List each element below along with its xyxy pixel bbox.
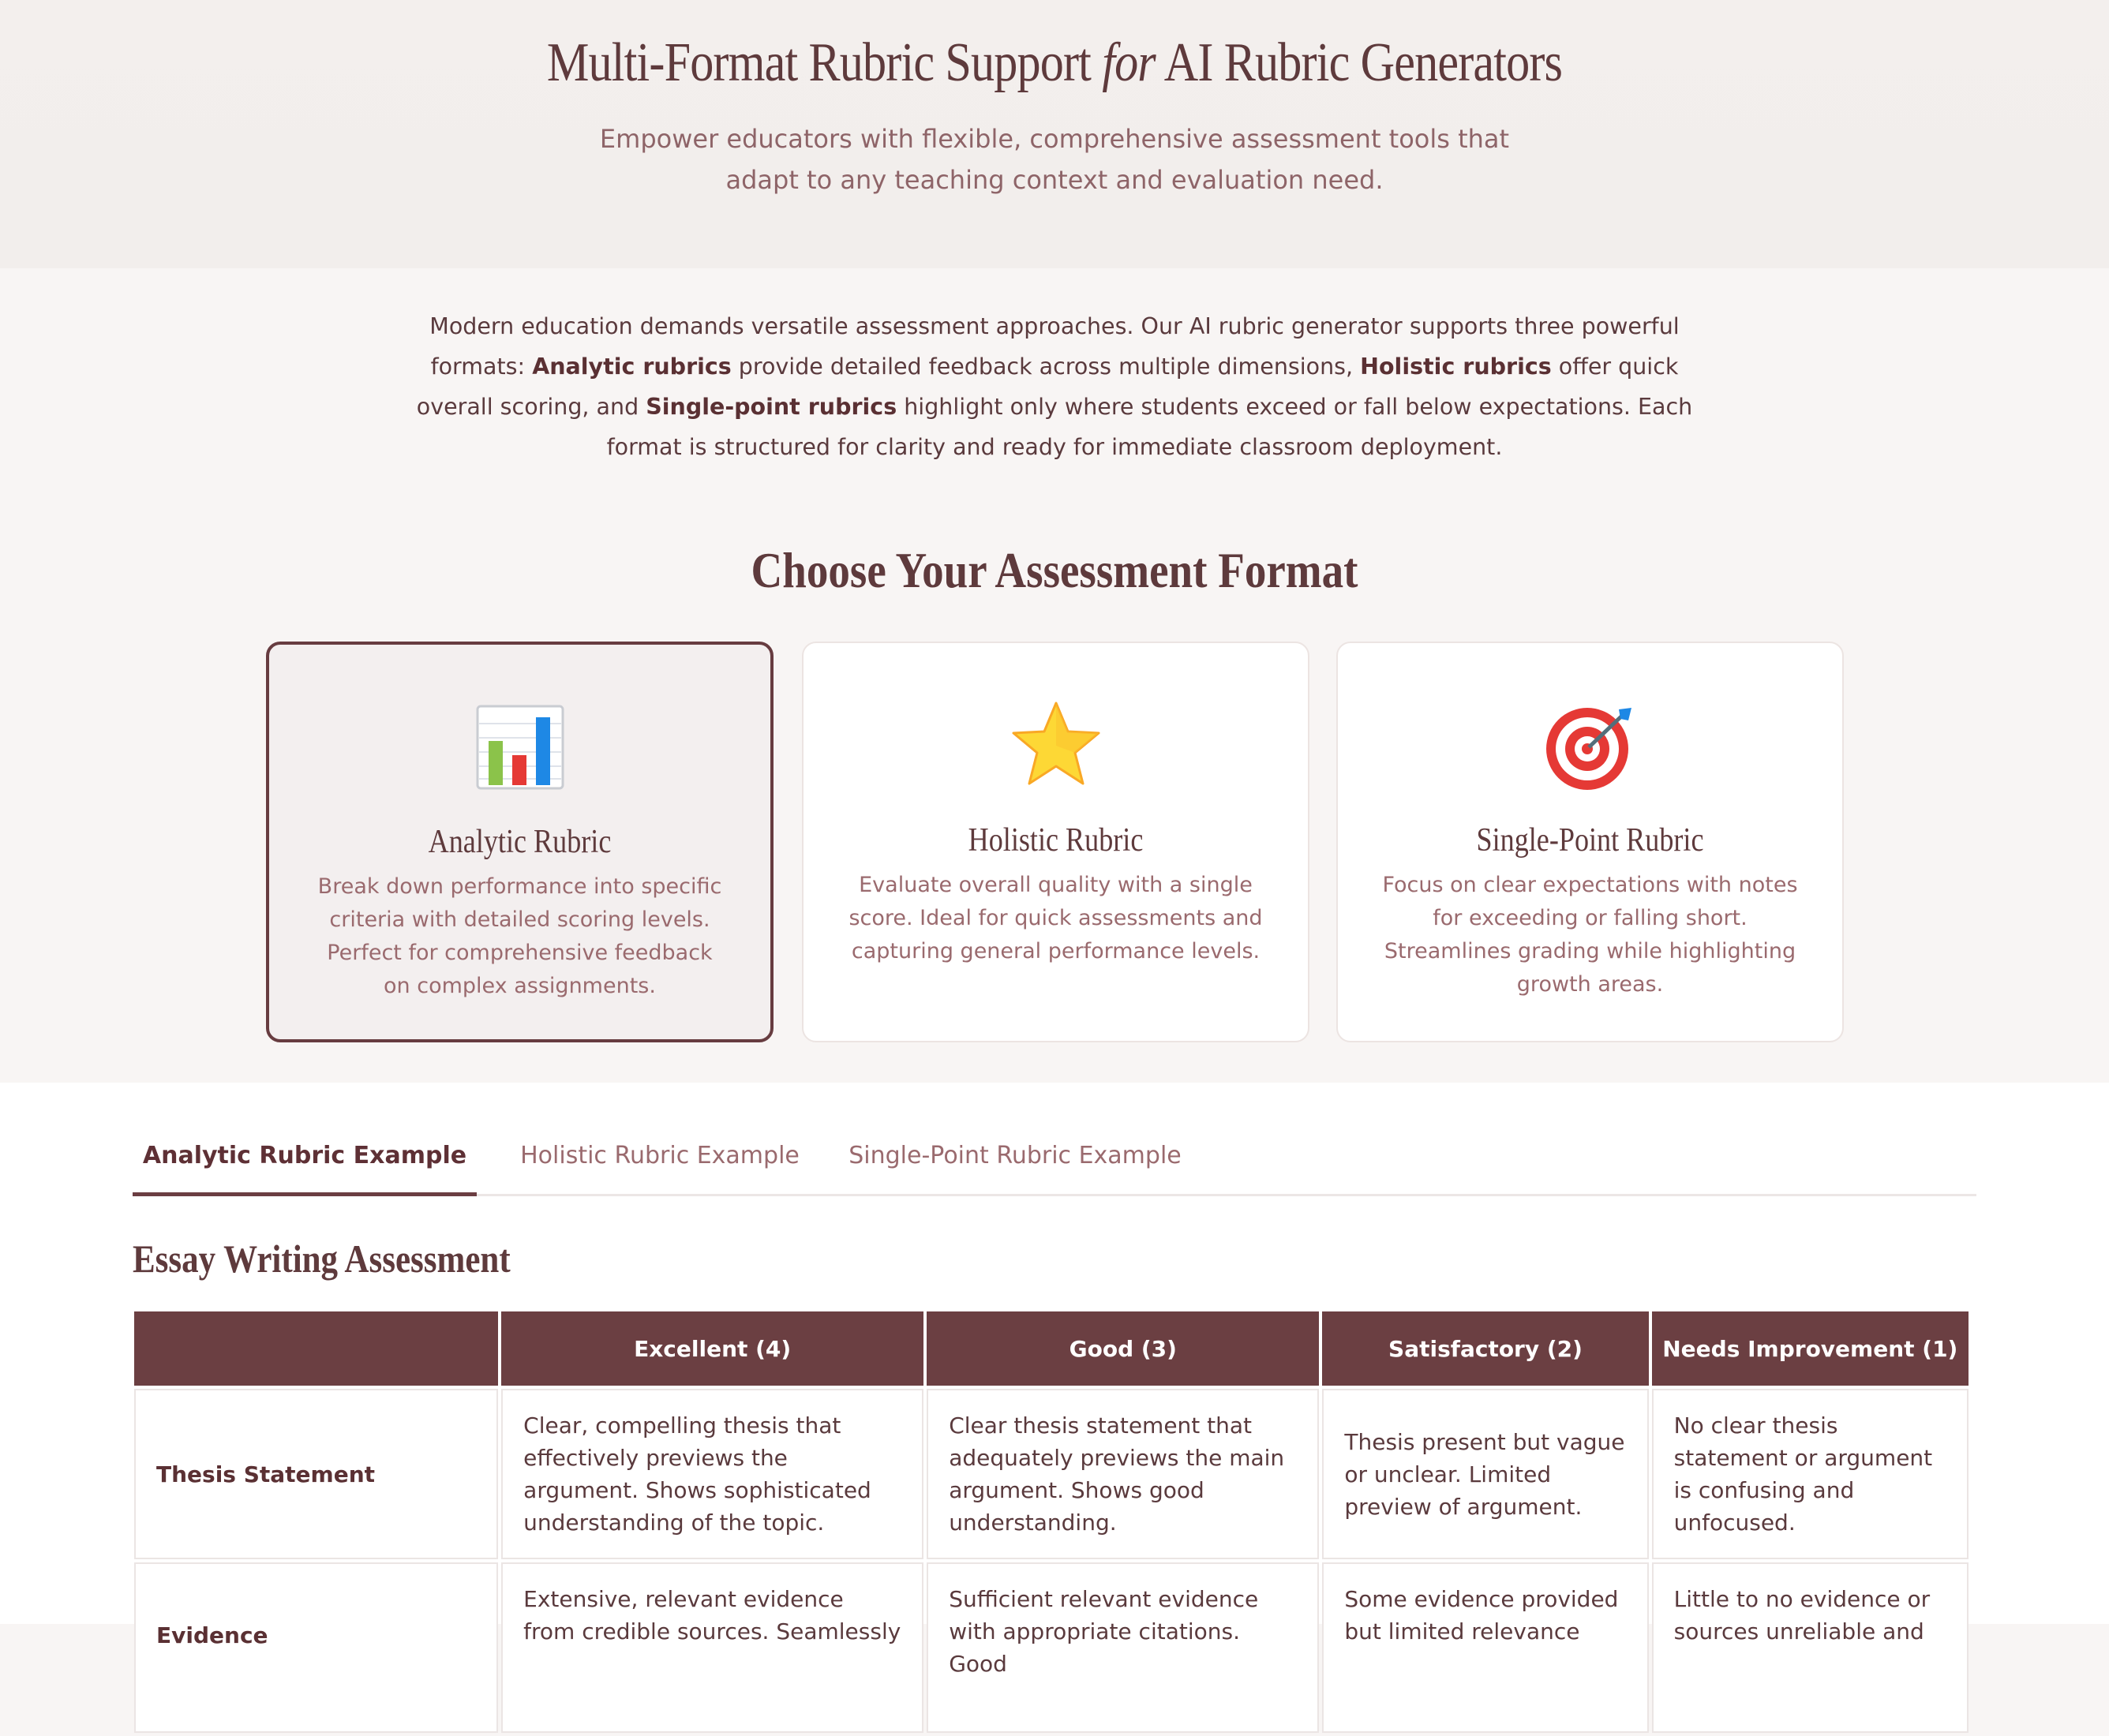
card-title: Analytic Rubric [428,824,612,860]
target-icon [1338,698,1842,793]
intro-text: offer quick overall scoring, and [416,354,1679,420]
hero-section [0,0,2109,268]
intro-text: highlight only where students exceed or fall below expectations. Each format is structured for clarity and ready for immediate classroom deployment. [606,394,1693,460]
header-criterion [134,1311,498,1386]
table-cell: Clear thesis statement that adequately previews the main argument. Shows good understanding. [927,1389,1319,1559]
example-tabs [133,1121,1976,1196]
hero-subtitle: Empower educators with flexible, comprehensive assessment tools that adapt to any teaching context and evaluation need. [599,124,1510,195]
table-cell: Thesis present but vague or unclear. Limited preview of argument. [1322,1389,1648,1559]
page-title [148,32,1961,95]
tab-single-point-example[interactable]: Single-Point Rubric Example [848,1142,1182,1169]
header-level: Satisfactory (2) [1322,1311,1648,1386]
rubric-header-row [134,1311,1969,1386]
table-row [134,1562,1969,1733]
intro-text: provide detailed feedback across multiple dimensions, [731,354,1361,380]
intro-bold: Holistic rubrics [1360,354,1552,380]
bar-chart-icon [269,700,770,795]
table-cell: Clear, compelling thesis that effectively previews the argument. Shows sophisticated understanding of the topic. [501,1389,923,1559]
tab-analytic-example[interactable]: Analytic Rubric Example [133,1121,477,1196]
card-title: Single-Point Rubric [1476,822,1704,859]
star-icon [804,698,1308,793]
tab-holistic-example[interactable]: Holistic Rubric Example [520,1142,800,1169]
card-description: Evaluate overall quality with a single score. Ideal for quick assessments and capturing general performance levels. [848,873,1263,963]
criterion-cell: Evidence [134,1562,498,1733]
table-cell: Some evidence provided but limited relevance [1322,1562,1648,1733]
table-row [134,1389,1969,1559]
header-level: Excellent (4) [501,1311,923,1386]
table-cell: Little to no evidence or sources unreliable and [1652,1562,1969,1733]
format-card-holistic[interactable] [802,642,1309,1042]
intro-bold: Single-point rubrics [646,394,897,420]
card-description: Break down performance into specific criteria with detailed scoring levels. Perfect for comprehensive feedback on complex assignments. [317,874,722,998]
title-part: AI Rubric Generators [1155,32,1563,93]
intro-bold: Analytic rubrics [532,354,732,380]
rubric-title: Essay Writing Assessment [133,1237,511,1281]
rubric-table [131,1308,1972,1736]
table-cell: No clear thesis statement or argument is confusing and unfocused. [1652,1389,1969,1559]
intro-text: Modern education demands versatile assessment approaches. Our AI rubric generator supports three powerful formats: [429,313,1680,380]
format-card-single-point[interactable] [1336,642,1844,1042]
header-level: Good (3) [927,1311,1319,1386]
title-part: Multi-Format Rubric Support [546,32,1103,93]
card-title: Holistic Rubric [968,822,1144,859]
format-card-analytic[interactable] [266,642,774,1042]
table-cell: Sufficient relevant evidence with appropriate citations. Good [927,1562,1319,1733]
criterion-cell: Thesis Statement [134,1389,498,1559]
intro-paragraph [410,306,1699,467]
table-cell: Extensive, relevant evidence from credible sources. Seamlessly [501,1562,923,1733]
format-section-title: Choose Your Assessment Format [751,542,1358,598]
card-description: Focus on clear expectations with notes for exceeding or falling short. Streamlines grading while highlighting growth areas. [1382,873,1798,997]
title-emphasis: for [1102,32,1156,93]
header-level: Needs Improvement (1) [1652,1311,1969,1386]
